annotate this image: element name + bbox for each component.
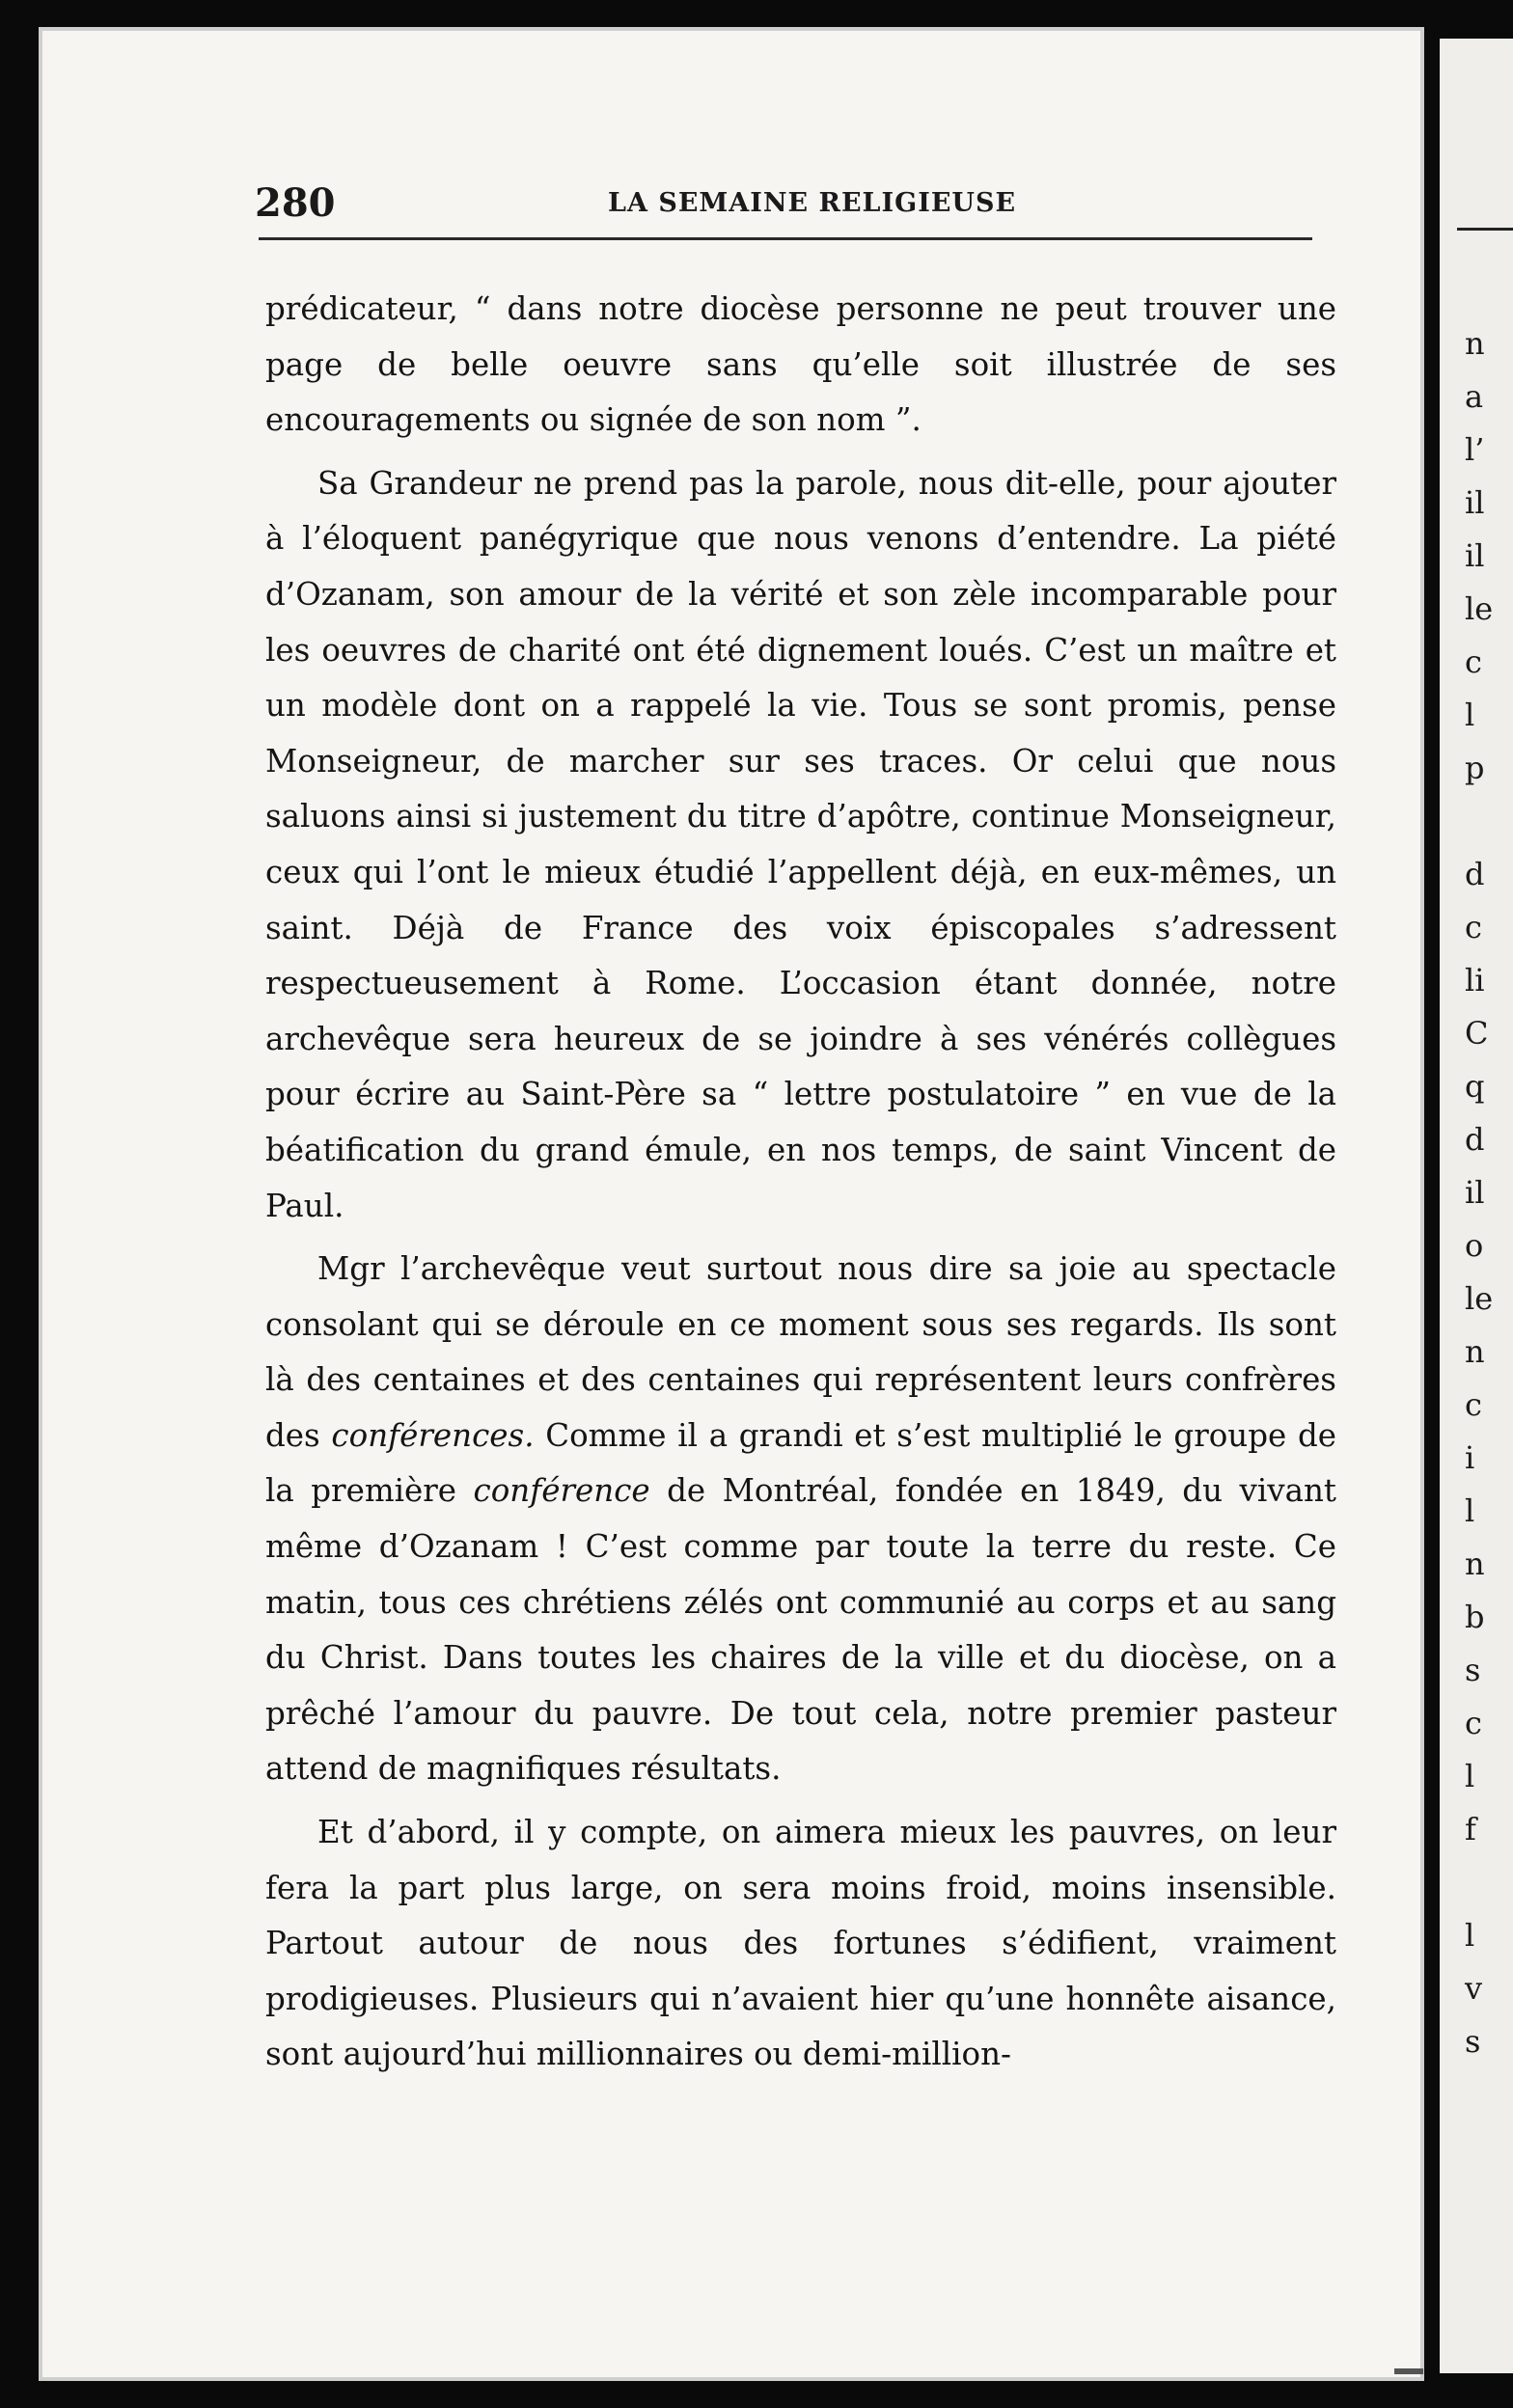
adjacent-page-fragment: o <box>1465 1227 1484 1264</box>
page-body <box>265 282 1336 2091</box>
paragraph-1: prédicateur, “ dans notre diocèse personne ne peut trouver une page de belle oeuvre sans qu’elle soit illustrée de ses encouragements ou signée de son nom ”. <box>265 290 1336 439</box>
adjacent-page-fragment: a <box>1465 378 1484 415</box>
adjacent-page-fragment: q <box>1465 1068 1485 1105</box>
adjacent-page-fragment: il <box>1465 537 1485 574</box>
paragraph-3-italic-a: conférences. <box>331 1416 535 1454</box>
paragraph-3 <box>265 1242 1336 1797</box>
adjacent-page-fragment: c <box>1465 909 1482 945</box>
adjacent-page-fragment: c <box>1465 643 1482 680</box>
paragraph-3-italic-b: conférence <box>473 1472 650 1510</box>
adjacent-page-fragment: s <box>1465 1652 1481 1688</box>
adjacent-page-fragment: d <box>1465 1121 1485 1158</box>
adjacent-page-fragment: li <box>1465 962 1485 999</box>
paragraph-2: Sa Grandeur ne prend pas la parole, nous dit-elle, pour ajouter à l’éloquent panégyrique que nous venons d’entendre. La piété d’Ozanam, son amour de la vérité et son zèle incomparable pour les oeuvres de charité ont été dignement loués. C’est un maître et un modèle dont on a rappelé la vie. Tous se sont promis, pense Monseigneur, de marcher sur ses traces. Or celui que nous saluons ainsi si justement du titre d’apôtre, continue Monseigneur, ceux qui l’ont le mieux étudié l’appellent déjà, en eux-mêmes, un saint. Déjà de France des voix épiscopales s’adressent respectueusement à Rome. L’occasion étant donnée, notre archevêque sera heureux de se joindre à ses vénérés collègues pour écrire au Saint-Père sa “ lettre postulatoire ” en vue de la béatification du grand émule, en nos temps, de saint Vincent de Paul. <box>265 464 1336 1224</box>
adjacent-page-fragment: i <box>1465 1439 1475 1476</box>
adjacent-page-fragment: il <box>1465 484 1485 521</box>
adjacent-page-fragment: c <box>1465 1386 1482 1423</box>
adjacent-page-fragment: il <box>1465 1174 1485 1211</box>
adjacent-page-fragment: d <box>1465 856 1485 892</box>
adjacent-page-fragment: l <box>1465 697 1475 733</box>
adjacent-page-fragment: l <box>1465 1492 1475 1529</box>
adjacent-page-fragment: C <box>1465 1015 1489 1052</box>
adjacent-page-fragment: le <box>1465 590 1494 627</box>
paragraph-3-text-b: Comme il a grandi et s’est multiplié le groupe de la première <box>265 1416 1336 1510</box>
adjacent-page-edge <box>1440 39 1513 2373</box>
adjacent-page-fragment: n <box>1465 1546 1485 1582</box>
page-number: 280 <box>255 180 336 226</box>
adjacent-page-fragment: v <box>1465 1970 1483 2007</box>
paragraph-3-text-a: Mgr l’archevêque veut surtout nous dire sa joie au spectacle consolant qui se déroule en ce moment sous ses regards. Ils sont là des centaines et des centaines qui représentent leurs confrères des <box>265 1250 1336 1454</box>
adjacent-page-fragment: b <box>1465 1599 1485 1635</box>
adjacent-page-fragment: n <box>1465 325 1485 362</box>
adjacent-page-fragment: s <box>1465 2023 1481 2060</box>
paragraph-3-text-c: de Montréal, fondée en 1849, du vivant même d’Ozanam ! C’est comme par toute la terre du reste. Ce matin, tous ces chrétiens zélés ont communié au corps et au sang du Christ. Dans toutes les chaires de la ville et du diocèse, on a prêché l’amour du pauvre. De tout cela, notre premier pasteur attend de magnifiques résultats. <box>265 1472 1336 1788</box>
adjacent-page-fragment: l <box>1465 1917 1475 1954</box>
adjacent-page-fragment: f <box>1465 1811 1476 1847</box>
adjacent-page-fragment: l’ <box>1465 431 1485 468</box>
adjacent-page-fragment: p <box>1465 750 1485 786</box>
adjacent-page-fragment: l <box>1465 1758 1475 1794</box>
adjacent-page-fragment: c <box>1465 1705 1482 1741</box>
paragraph-4: Et d’abord, il y compte, on aimera mieux les pauvres, on leur fera la part plus large, on sera moins froid, moins insensible. Partout autour de nous des fortunes s’édifient, vraiment prodigieuses. Plusieurs qui n’avaient hier qu’une honnête aisance, sont aujourd’hui millionnaires ou demi-million- <box>265 1814 1336 2073</box>
scan-edge-mark <box>1394 2368 1423 2374</box>
header-rule <box>259 237 1312 240</box>
running-head: LA SEMAINE RELIGIEUSE <box>608 188 1017 218</box>
adjacent-page-fragment: le <box>1465 1280 1494 1317</box>
adjacent-page-rule <box>1457 228 1513 231</box>
page-header <box>251 178 1312 236</box>
adjacent-page-fragment: n <box>1465 1333 1485 1370</box>
